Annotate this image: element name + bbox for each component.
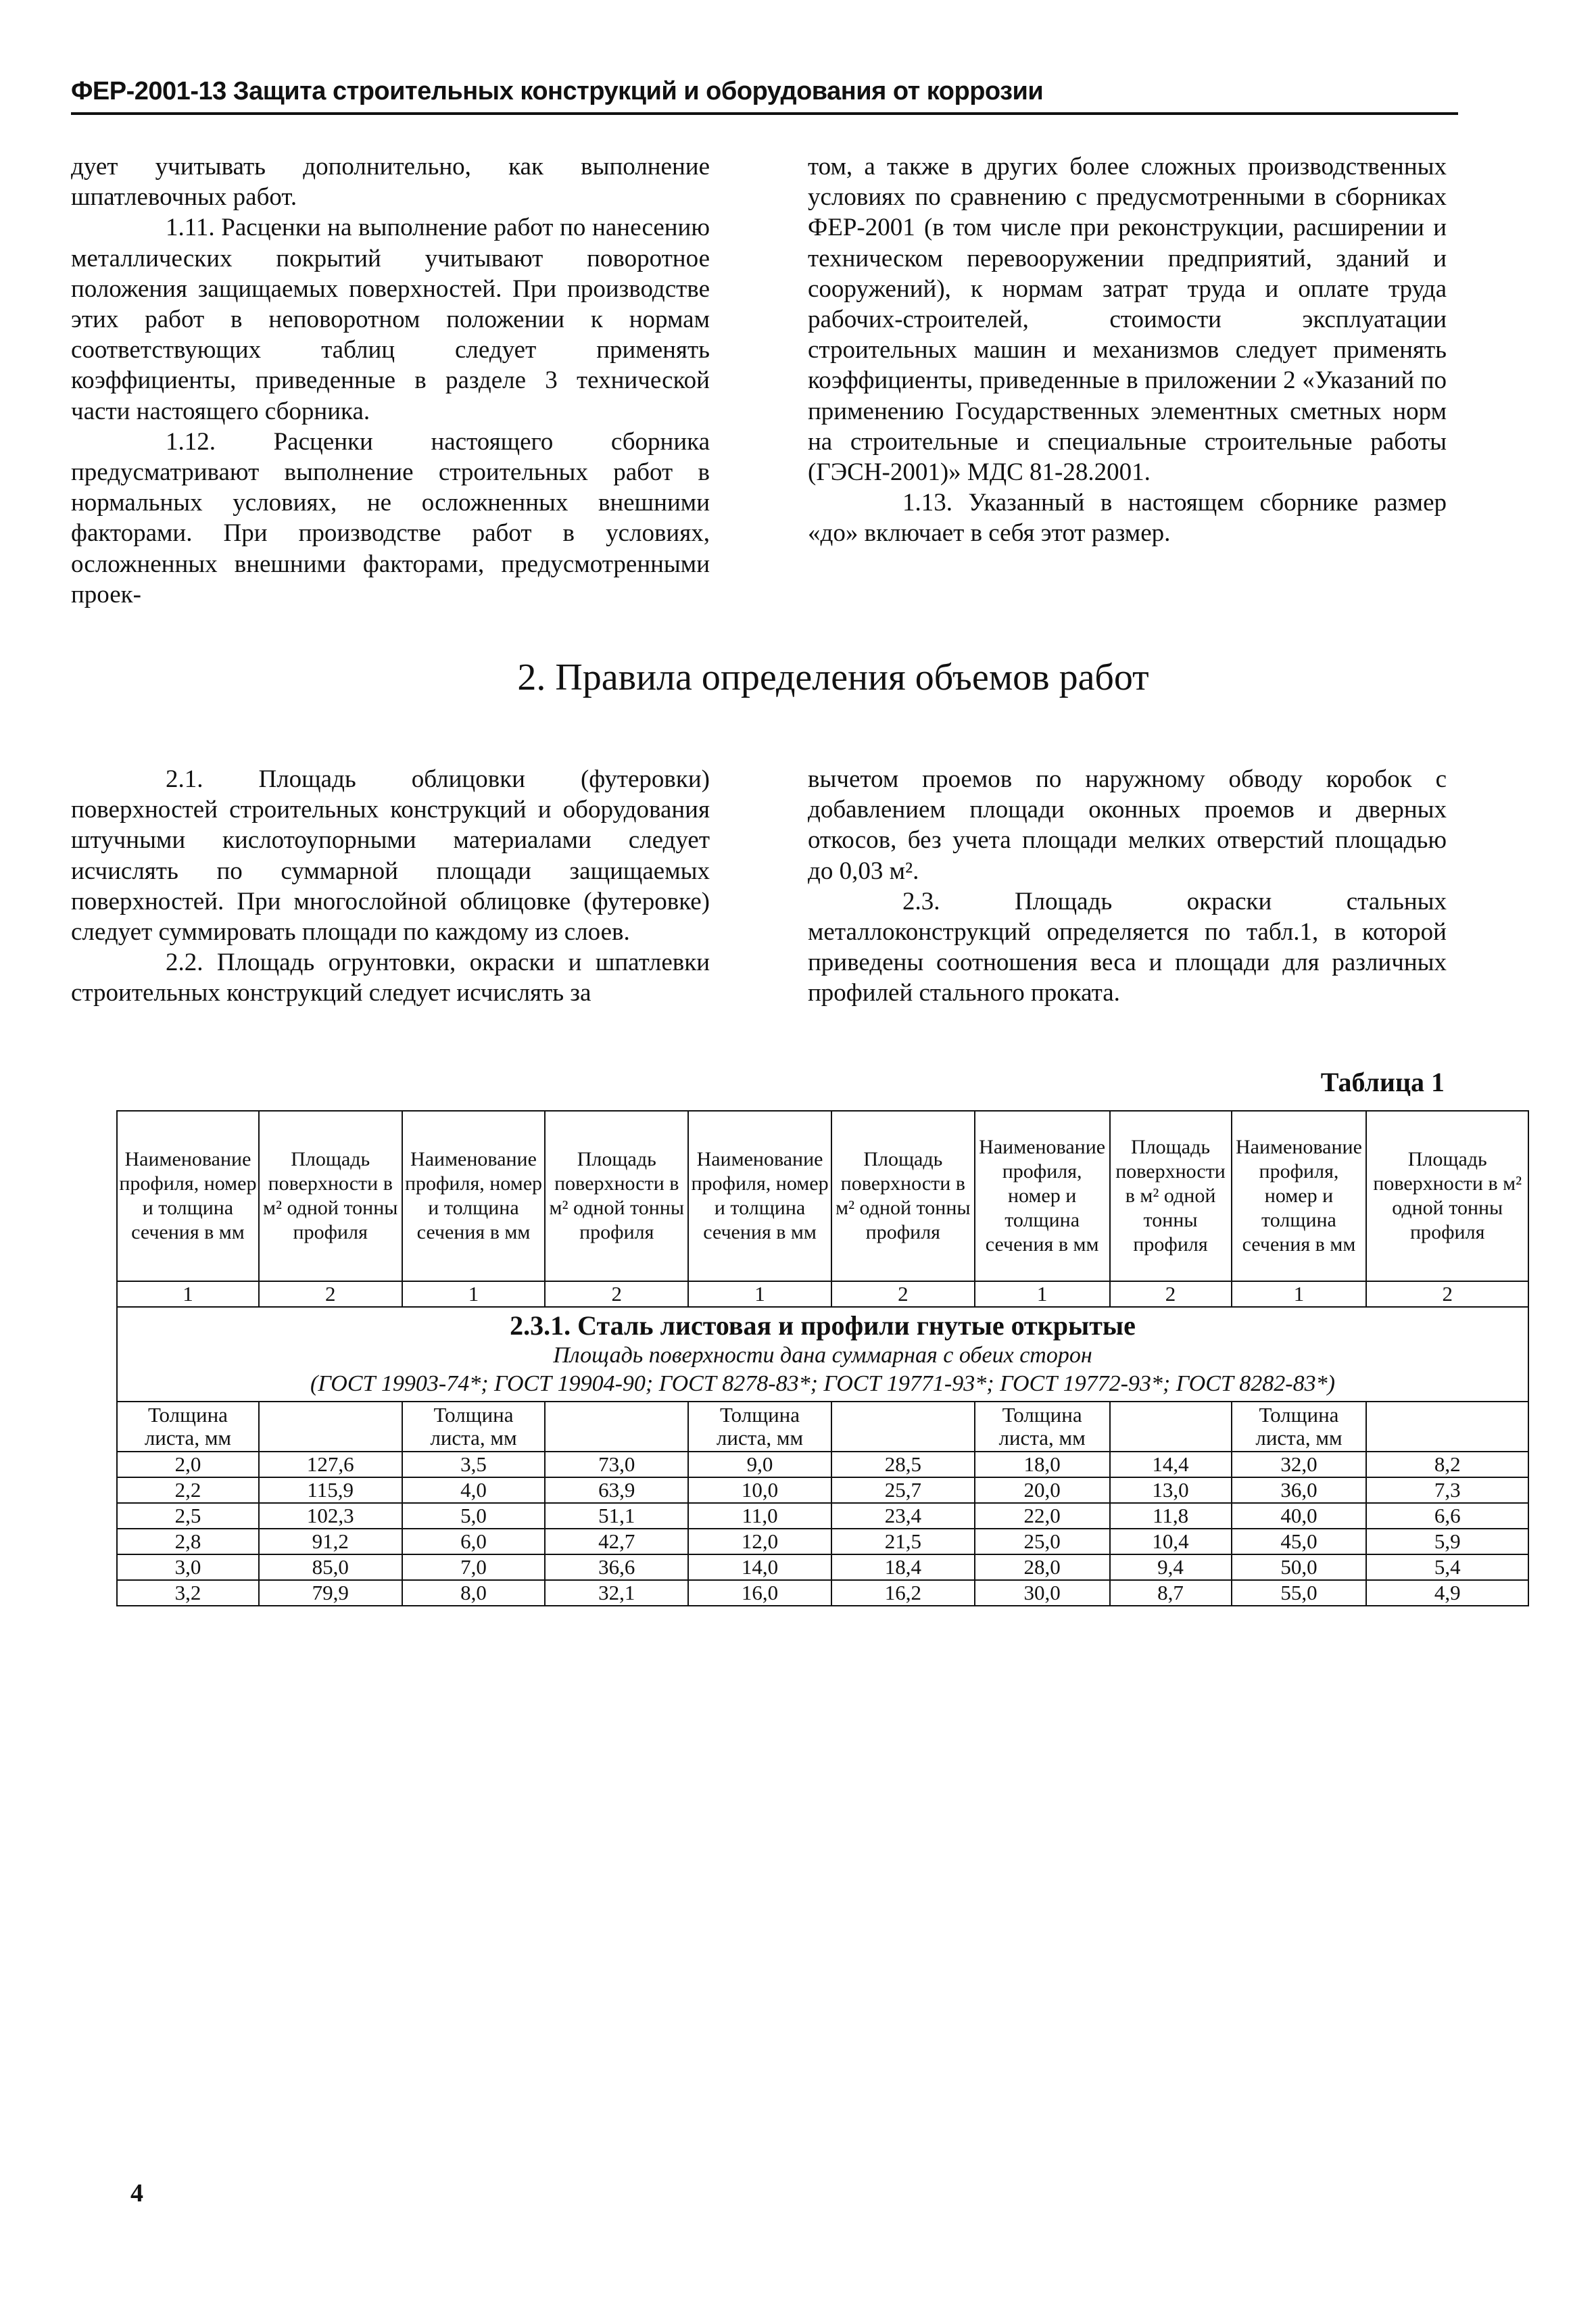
table-cell: 13,0: [1110, 1477, 1232, 1503]
table-cell: 36,6: [545, 1554, 688, 1580]
table-section-title: 2.3.1. Сталь листовая и профили гнутые открытые: [510, 1310, 1136, 1341]
table-cell: 3,0: [117, 1554, 259, 1580]
table-section-subtitle: Площадь поверхности дана суммарная с обеих сторон: [553, 1343, 1092, 1368]
table-header-row: [117, 1111, 1528, 1281]
table-cell: 30,0: [975, 1580, 1110, 1606]
table-cell: 28,0: [975, 1554, 1110, 1580]
table-row: [117, 1477, 1528, 1503]
table-cell: 6,0: [402, 1529, 546, 1554]
header-cell: Площадь поверхности в м² одной тонны профиля: [545, 1111, 688, 1281]
header-cell: Наименование профиля, номер и толщина сечения в мм: [975, 1111, 1110, 1281]
page-number: 4: [130, 2179, 143, 2207]
paragraph-2-1: 2.1. Площадь облицовки (футеровки) поверхностей строительных конструкций и оборудования штучными кислотоупорными материалами следует исчислять по суммарной площади защищаемых поверхностей. При многослойной облицовке (футеровке) следует суммировать площади по каждому из слоев.: [71, 765, 710, 947]
number-cell: 2: [831, 1281, 975, 1307]
table-cell: 18,0: [975, 1452, 1110, 1477]
table-cell: 6,6: [1366, 1503, 1528, 1529]
table-cell: 63,9: [545, 1477, 688, 1503]
table-cell: 40,0: [1232, 1503, 1367, 1529]
paragraph-2-3: 2.3. Площадь окраски стальных металлоконструкций определяется по табл.1, в которой приведены соотношения веса и площади для различных профилей стального проката.: [808, 887, 1447, 1007]
table-cell: 8,7: [1110, 1580, 1232, 1606]
paragraph-2-2: 2.2. Площадь огрунтовки, окраски и шпатлевки строительных конструкций следует исчислять за: [71, 949, 710, 1007]
table-cell: 2,5: [117, 1503, 259, 1529]
table-cell: 14,4: [1110, 1452, 1232, 1477]
paragraph: дует учитывать дополнительно, как выполнение шпатлевочных работ.: [71, 153, 710, 212]
table-cell: 20,0: [975, 1477, 1110, 1503]
table-cell: 11,8: [1110, 1503, 1232, 1529]
header-cell: Наименование профиля, номер и толщина сечения в мм: [117, 1111, 259, 1281]
empty-cell: [545, 1402, 688, 1452]
column-left-top: [71, 151, 710, 610]
table-cell: 25,0: [975, 1529, 1110, 1554]
header-cell: Наименование профиля, номер и толщина сечения в мм: [688, 1111, 831, 1281]
header-cell: Площадь поверхности в м² одной тонны профиля: [259, 1111, 402, 1281]
table-cell: 127,6: [259, 1452, 402, 1477]
number-cell: 2: [1110, 1281, 1232, 1307]
table-row: [117, 1580, 1528, 1606]
table-cell: 2,2: [117, 1477, 259, 1503]
section-cell: [117, 1307, 1528, 1402]
table-cell: 32,0: [1232, 1452, 1367, 1477]
table-cell: 7,3: [1366, 1477, 1528, 1503]
table-cell: 9,4: [1110, 1554, 1232, 1580]
table-row: [117, 1452, 1528, 1477]
table-cell: 9,0: [688, 1452, 831, 1477]
section-title: 2. Правила определения объемов работ: [517, 657, 1149, 698]
empty-cell: [259, 1402, 402, 1452]
header-cell: Площадь поверхности в м² одной тонны профиля: [1366, 1111, 1528, 1281]
table-cell: 25,7: [831, 1477, 975, 1503]
table-cell: 4,0: [402, 1477, 546, 1503]
empty-cell: [1110, 1402, 1232, 1452]
table-cell: 32,1: [545, 1580, 688, 1606]
table-subheader-row: [117, 1402, 1528, 1452]
table-cell: 28,5: [831, 1452, 975, 1477]
column-right-top: [808, 151, 1447, 549]
number-cell: 1: [1232, 1281, 1367, 1307]
header-cell: Площадь поверхности в м² одной тонны профиля: [1110, 1111, 1232, 1281]
table-cell: 36,0: [1232, 1477, 1367, 1503]
number-cell: 1: [117, 1281, 259, 1307]
table-cell: 3,2: [117, 1580, 259, 1606]
table-section-row: [117, 1307, 1528, 1402]
subheader-cell: Толщина листа, мм: [688, 1402, 831, 1452]
table-number-row: [117, 1281, 1528, 1307]
table-section-standards: (ГОСТ 19903-74*; ГОСТ 19904-90; ГОСТ 8278-83*; ГОСТ 19771-93*; ГОСТ 19772-93*; ГОСТ 8282-83*): [310, 1371, 1335, 1396]
subheader-cell: Толщина листа, мм: [975, 1402, 1110, 1452]
table-cell: 51,1: [545, 1503, 688, 1529]
table-row: [117, 1503, 1528, 1529]
table-cell: 45,0: [1232, 1529, 1367, 1554]
number-cell: 2: [259, 1281, 402, 1307]
table-cell: 23,4: [831, 1503, 975, 1529]
table-row: [117, 1529, 1528, 1554]
column-left-bottom: [71, 764, 710, 1009]
table-cell: 42,7: [545, 1529, 688, 1554]
table-cell: 10,0: [688, 1477, 831, 1503]
header-cell: Наименование профиля, номер и толщина сечения в мм: [1232, 1111, 1367, 1281]
table-cell: 12,0: [688, 1529, 831, 1554]
header-cell: Площадь поверхности в м² одной тонны профиля: [831, 1111, 975, 1281]
table-cell: 10,4: [1110, 1529, 1232, 1554]
table-cell: 8,2: [1366, 1452, 1528, 1477]
header-cell: Наименование профиля, номер и толщина сечения в мм: [402, 1111, 546, 1281]
table-cell: 2,0: [117, 1452, 259, 1477]
table-cell: 2,8: [117, 1529, 259, 1554]
table-cell: 55,0: [1232, 1580, 1367, 1606]
table-cell: 14,0: [688, 1554, 831, 1580]
table-cell: 91,2: [259, 1529, 402, 1554]
running-header: ФЕР-2001-13 Защита строительных конструкций и оборудования от коррозии: [71, 76, 1458, 115]
number-cell: 2: [545, 1281, 688, 1307]
table-cell: 5,9: [1366, 1529, 1528, 1554]
table-cell: 16,2: [831, 1580, 975, 1606]
table-cell: 5,4: [1366, 1554, 1528, 1580]
table-cell: 22,0: [975, 1503, 1110, 1529]
paragraph-1-11: 1.11. Расценки на выполнение работ по нанесению металлических покрытий учитывают поворотное положения защищаемых поверхностей. При производстве этих работ в неповоротном положении к нормам соответствующих таблиц следует применять коэффициенты, приведенные в разделе 3 технической части настоящего сборника.: [71, 214, 710, 425]
table-row: [117, 1554, 1528, 1580]
subheader-cell: Толщина листа, мм: [402, 1402, 546, 1452]
paragraph: том, а также в других более сложных производственных условиях по сравнению с предусмотренными в сборниках ФЕР-2001 (в том числе при реконструкции, расширении и техническом перевооружении предприятий, зданий и сооружений), к нормам затрат труда и оплате труда рабочих-строителей, стоимости эксплуатации строительных машин и механизмов следует применять коэффициенты, приведенные в приложении 2 «Указаний по применению Государственных элементных сметных норм на строительные и специальные строительные работы (ГЭСН-2001)» МДС 81-28.2001.: [808, 153, 1447, 487]
number-cell: 1: [975, 1281, 1110, 1307]
empty-cell: [1366, 1402, 1528, 1452]
number-cell: 1: [688, 1281, 831, 1307]
paragraph-1-13: 1.13. Указанный в настоящем сборнике размер «до» включает в себя этот размер.: [808, 489, 1447, 548]
table-cell: 8,0: [402, 1580, 546, 1606]
table-caption: Таблица 1: [1320, 1067, 1445, 1097]
number-cell: 2: [1366, 1281, 1528, 1307]
table-cell: 7,0: [402, 1554, 546, 1580]
column-right-bottom: [808, 764, 1447, 1009]
table-cell: 115,9: [259, 1477, 402, 1503]
table-cell: 5,0: [402, 1503, 546, 1529]
table-cell: 73,0: [545, 1452, 688, 1477]
table-cell: 85,0: [259, 1554, 402, 1580]
table-cell: 4,9: [1366, 1580, 1528, 1606]
subheader-cell: Толщина листа, мм: [117, 1402, 259, 1452]
table-cell: 16,0: [688, 1580, 831, 1606]
table-cell: 79,9: [259, 1580, 402, 1606]
empty-cell: [831, 1402, 975, 1452]
table-cell: 21,5: [831, 1529, 975, 1554]
table-cell: 50,0: [1232, 1554, 1367, 1580]
paragraph-1-12: 1.12. Расценки настоящего сборника предусматривают выполнение строительных работ в нормальных условиях, не осложненных внешними факторами. При производстве работ в условиях, осложненных внешними факторами, предусмотренными проек-: [71, 427, 710, 608]
table-cell: 3,5: [402, 1452, 546, 1477]
subheader-cell: Толщина листа, мм: [1232, 1402, 1367, 1452]
table-body: [117, 1452, 1528, 1606]
number-cell: 1: [402, 1281, 546, 1307]
table-cell: 102,3: [259, 1503, 402, 1529]
table-1: [116, 1110, 1529, 1606]
table-cell: 11,0: [688, 1503, 831, 1529]
table-cell: 18,4: [831, 1554, 975, 1580]
paragraph: вычетом проемов по наружному обводу коробок с добавлением площади оконных проемов и дверных откосов, без учета площади мелких отверстий площадью до 0,03 м².: [808, 765, 1447, 885]
